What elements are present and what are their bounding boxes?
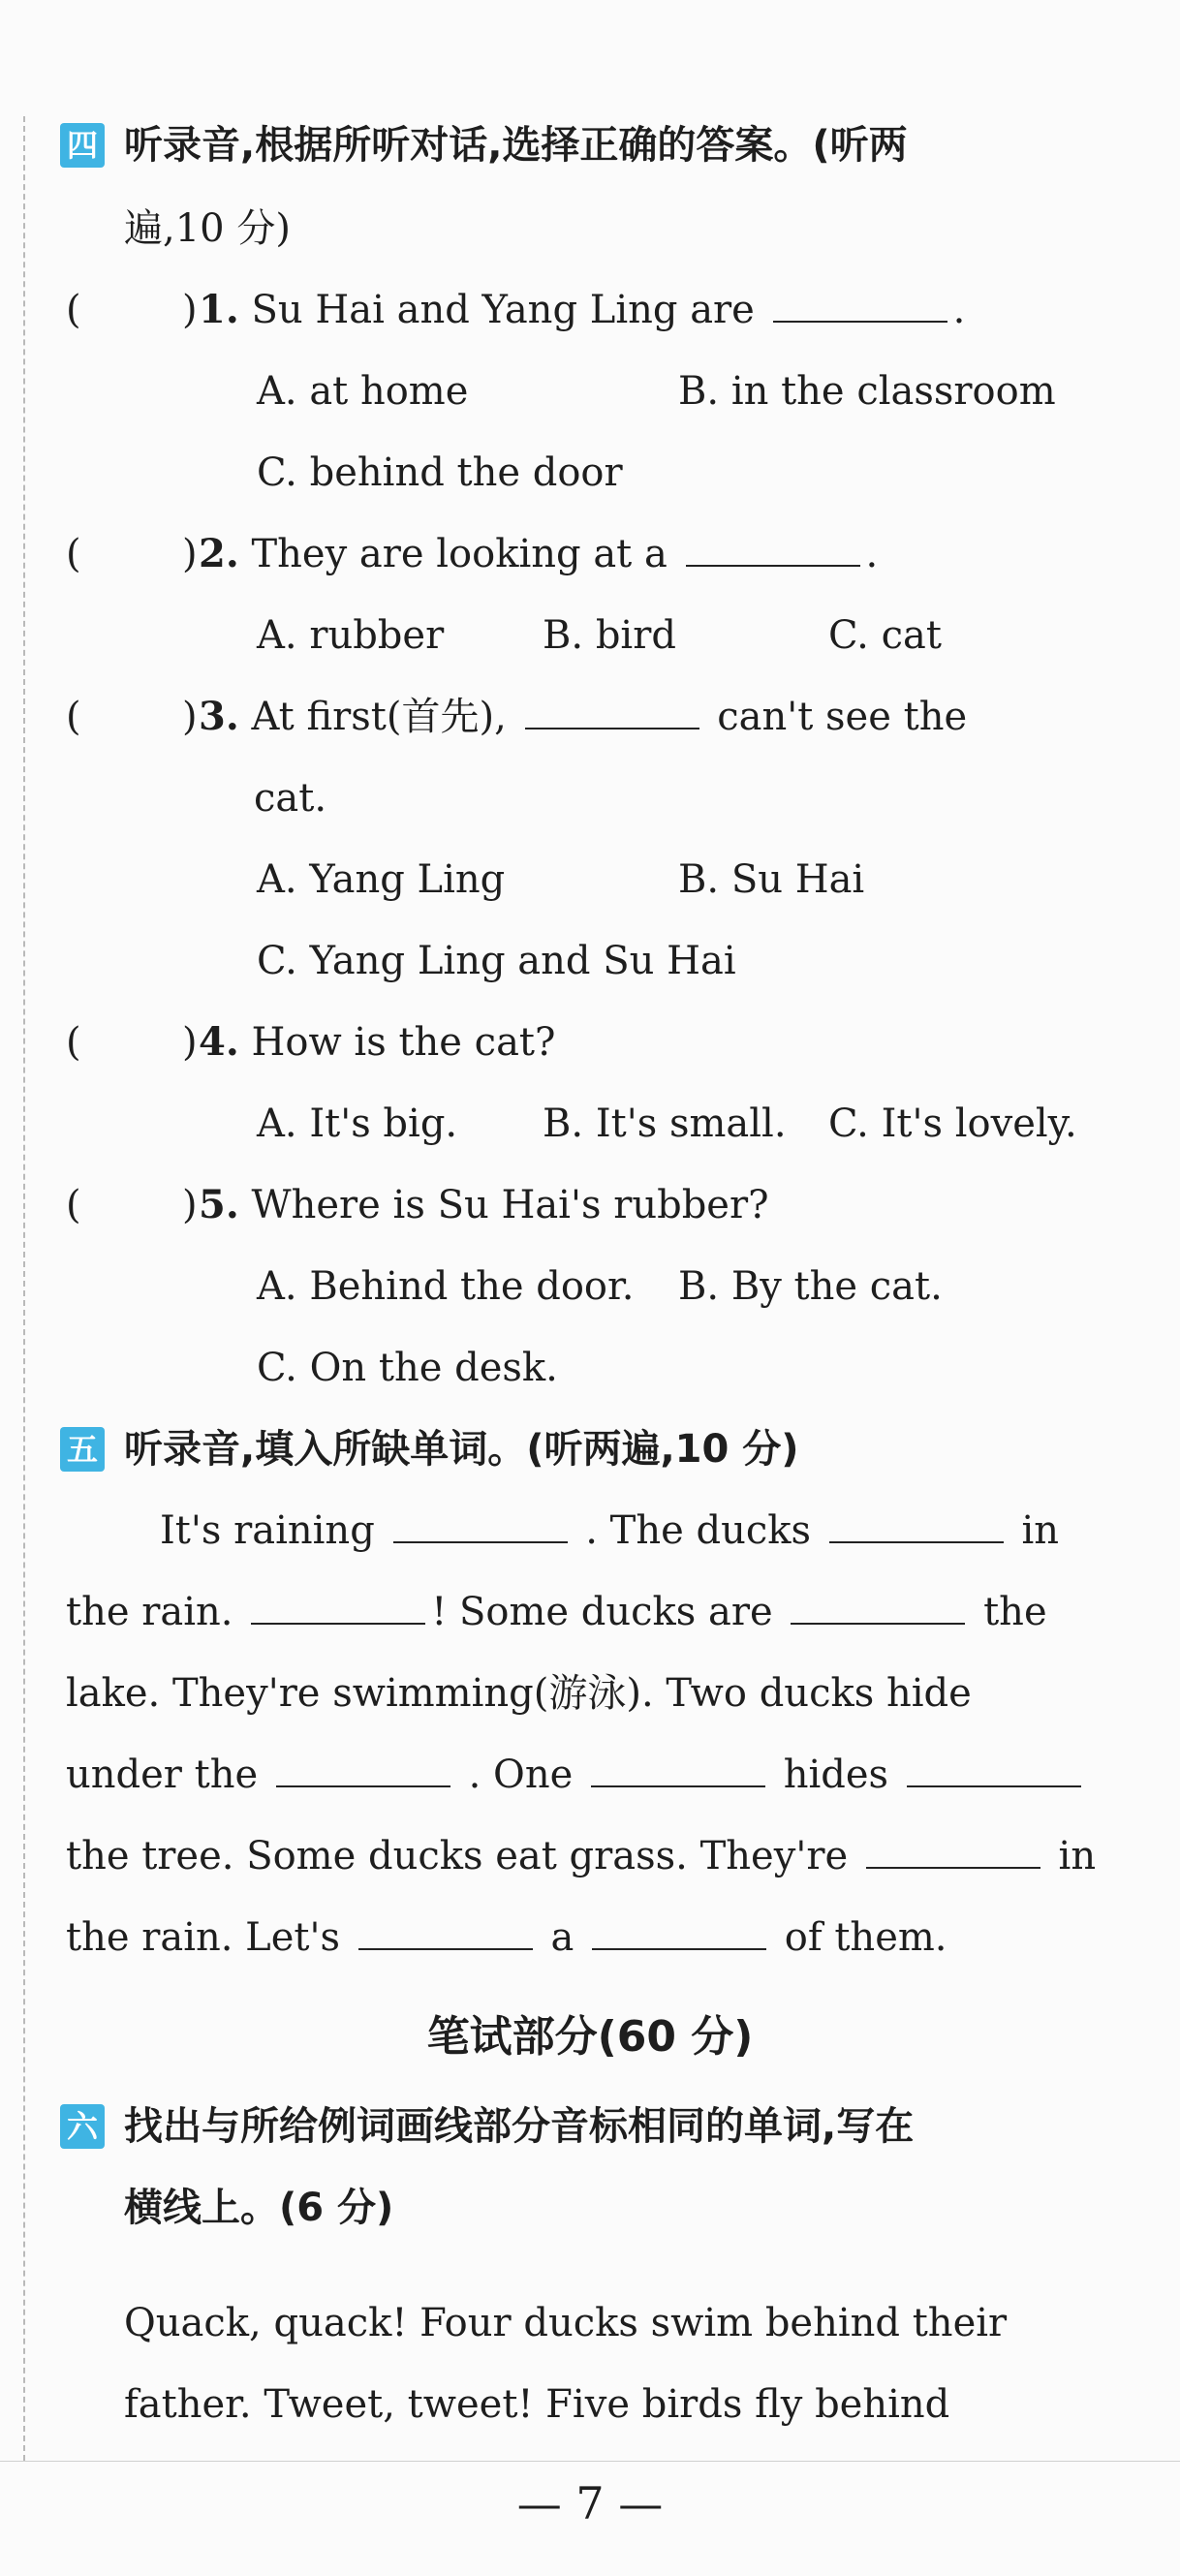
cloze-blank[interactable] — [592, 1919, 766, 1950]
option-b: B. in the classroom — [678, 369, 1056, 414]
answer-paren-open: ( — [66, 532, 81, 576]
answer-paren-open: ( — [66, 288, 81, 332]
cloze-blank[interactable] — [393, 1512, 568, 1543]
question-number: 1. — [199, 287, 239, 332]
cloze-blank[interactable] — [591, 1756, 765, 1787]
answer-paren-open: ( — [66, 695, 81, 739]
option-a: A. It's big. — [257, 1102, 458, 1146]
cloze-line-2 — [66, 1587, 1047, 1637]
passage-line-1: Quack, quack! Four ducks swim behind their — [124, 2301, 1008, 2345]
option-c: C. On the desk. — [257, 1346, 558, 1390]
answer-paren-open: ( — [66, 1183, 81, 1227]
question-number: 3. — [199, 694, 239, 739]
question-stem: Where is Su Hai's rubber? — [251, 1183, 769, 1227]
cloze-text: . The ducks — [585, 1508, 812, 1553]
answer-blank[interactable] — [773, 292, 947, 323]
option-a: A. Behind the door. — [257, 1264, 635, 1309]
question-stem: Su Hai and Yang Ling are — [251, 288, 755, 332]
cloze-blank[interactable] — [907, 1756, 1081, 1787]
passage-line-2: father. Tweet, tweet! Five birds fly behind — [124, 2382, 950, 2427]
question-stem-end: . — [865, 532, 879, 576]
option-c: C. It's lovely. — [828, 1102, 1077, 1146]
question-3-cont: cat. — [254, 776, 327, 821]
question-stem-end: . — [952, 288, 966, 332]
cloze-text: It's raining — [160, 1508, 375, 1553]
cloze-blank[interactable] — [276, 1756, 450, 1787]
section-6-title-cont: 横线上。(6 分) — [124, 2186, 394, 2230]
section-6-badge: 六 — [60, 2104, 105, 2149]
margin-dashed-line — [23, 116, 25, 2461]
answer-paren-close: ) — [182, 288, 198, 332]
option-a: A. at home — [257, 369, 469, 414]
cloze-text: the tree. Some ducks eat grass. They're — [66, 1834, 849, 1878]
question-number: 5. — [199, 1182, 239, 1227]
option-a: A. rubber — [257, 613, 445, 658]
question-stem: How is the cat? — [251, 1020, 556, 1065]
cloze-blank[interactable] — [791, 1594, 965, 1625]
question-stem: At first(首先), — [251, 695, 507, 739]
section-5-title: 听录音,填入所缺单词。(听两遍,10 分) — [124, 1427, 799, 1472]
answer-paren-open: ( — [66, 1020, 81, 1065]
section-4-title-cont: 遍,10 分) — [124, 206, 291, 251]
written-part-title: 笔试部分(60 分) — [426, 2012, 754, 2062]
option-c: C. cat — [828, 613, 942, 658]
cloze-text: the — [983, 1590, 1047, 1634]
answer-paren-close: ) — [182, 1183, 198, 1227]
question-stem-end: can't see the — [717, 695, 968, 739]
cloze-text: under the — [66, 1753, 259, 1797]
section-4-badge: 四 — [60, 123, 105, 168]
cloze-text: of them. — [784, 1915, 947, 1960]
option-b: B. bird — [543, 613, 676, 658]
question-stem: They are looking at a — [251, 532, 668, 576]
cloze-text: a — [550, 1915, 574, 1960]
answer-paren-close: ) — [182, 1020, 198, 1065]
cloze-line-1 — [160, 1505, 1059, 1556]
answer-blank[interactable] — [686, 536, 860, 567]
question-number: 4. — [199, 1019, 239, 1065]
cloze-text: hides — [783, 1753, 889, 1797]
option-c: C. behind the door — [257, 450, 623, 495]
cloze-line-4 — [66, 1750, 1087, 1800]
cloze-text: the rain. — [66, 1590, 233, 1634]
section-5-badge: 五 — [60, 1427, 105, 1472]
cloze-text: the rain. Let's — [66, 1915, 341, 1960]
cloze-line-6 — [66, 1912, 947, 1963]
question-5 — [199, 1180, 769, 1230]
cloze-blank[interactable] — [866, 1838, 1040, 1869]
option-c: C. Yang Ling and Su Hai — [257, 939, 736, 983]
section-6-title: 找出与所给例词画线部分音标相同的单词,写在 — [124, 2104, 915, 2149]
option-a: A. Yang Ling — [257, 857, 506, 902]
section-4-title: 听录音,根据所听对话,选择正确的答案。(听两 — [124, 123, 908, 168]
cloze-blank[interactable] — [358, 1919, 533, 1950]
footer-rule — [0, 2461, 1180, 2462]
cloze-blank[interactable] — [251, 1594, 425, 1625]
cloze-line-3 — [66, 1668, 972, 1719]
question-3 — [199, 692, 967, 742]
cloze-text: lake. They're swimming(游泳). Two ducks hide — [66, 1671, 972, 1716]
cloze-text: ! Some ducks are — [431, 1590, 773, 1634]
cloze-text: in — [1058, 1834, 1097, 1878]
cloze-blank[interactable] — [829, 1512, 1004, 1543]
cloze-text: in — [1021, 1508, 1060, 1553]
question-4 — [199, 1017, 555, 1068]
question-number: 2. — [199, 531, 239, 576]
cloze-line-5 — [66, 1831, 1096, 1881]
answer-paren-close: ) — [182, 532, 198, 576]
question-1 — [199, 285, 965, 335]
answer-blank[interactable] — [525, 698, 699, 729]
option-b: B. It's small. — [543, 1102, 787, 1146]
option-b: B. Su Hai — [678, 857, 865, 902]
page-number: — 7 — — [516, 2477, 664, 2529]
answer-paren-close: ) — [182, 695, 198, 739]
cloze-text: . One — [468, 1753, 574, 1797]
question-2 — [199, 529, 878, 579]
option-b: B. By the cat. — [678, 1264, 943, 1309]
